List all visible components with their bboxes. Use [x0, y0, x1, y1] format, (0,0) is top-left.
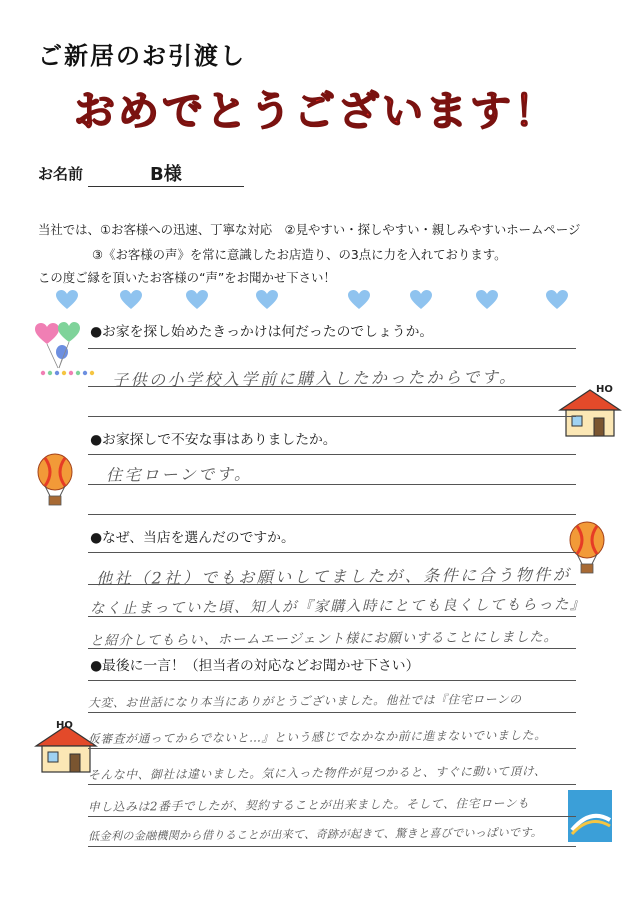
- answer-line: [88, 616, 576, 617]
- heading-title: おめでとうございます！: [74, 87, 558, 135]
- question-4: ●最後に一言！（担当者の対応などお聞かせ下さい）: [90, 658, 420, 674]
- answer-line: [88, 416, 576, 417]
- answer-line: [88, 348, 576, 349]
- house-sign-text: HO: [56, 720, 73, 731]
- dot-row-decoration: [40, 370, 96, 376]
- answer-3-line-3: と紹介してもらい、ホームエージェント様にお願いすることにしました。: [89, 629, 558, 650]
- heart-icon: [256, 290, 278, 310]
- balloons-icon: [34, 320, 86, 372]
- answer-4-line-5: 低金利の金融機関から借りることが出来て、奇跡が起きて、驚きと喜びでいっぱいです。: [87, 826, 543, 843]
- intro-line-2: ③《お客様の声》を常に意識したお店造り、の3点に力を入れております。: [92, 247, 507, 262]
- heart-icon: [410, 290, 432, 310]
- heart-icon: [120, 290, 142, 310]
- house-sign-text: HO: [596, 384, 613, 395]
- question-3: ●なぜ、当店を選んだのですか。: [90, 530, 295, 546]
- hot-air-balloon-icon: [566, 520, 608, 578]
- answer-4-line-1: 大変、お世話になり本当にありがとうございました。他社では『住宅ローンの: [87, 692, 522, 710]
- heart-icon: [56, 290, 78, 310]
- answer-4-line-4: 申し込みは2番手でしたが、契約することが出来ました。そして、住宅ローンも: [87, 796, 530, 814]
- heart-icon: [546, 290, 568, 310]
- answer-1-line-1: 子供の小学校入学前に購入したかったからです。: [111, 367, 518, 390]
- answer-line: [88, 648, 576, 649]
- answer-4-line-3: そんな中、御社は違いました。気に入った物件が見つかると、すぐに動いて頂け、: [87, 764, 547, 782]
- answer-line: [88, 552, 576, 553]
- answer-line: [88, 454, 576, 455]
- intro-line-1: 当社では、①お客様への迅速、丁寧な対応 ②見やすい・探しやすい・親しみやすいホームページ: [38, 222, 581, 237]
- answer-line: [88, 514, 576, 515]
- house-icon: [558, 384, 622, 440]
- answer-line: [88, 816, 576, 817]
- heart-row: [56, 290, 576, 314]
- hot-air-balloon-icon: [34, 452, 76, 510]
- question-2: ●お家探しで不安な事はありましたか。: [90, 432, 337, 448]
- answer-2-line-1: 住宅ローンです。: [105, 464, 253, 485]
- name-value: B様: [150, 164, 182, 185]
- heart-icon: [186, 290, 208, 310]
- name-label: お名前: [38, 165, 84, 183]
- answer-line: [88, 680, 576, 681]
- answer-line: [88, 584, 576, 585]
- answer-line: [88, 386, 576, 387]
- heading-subtitle: ご新居のお引渡し: [38, 42, 246, 70]
- heart-icon: [348, 290, 370, 310]
- answer-3-line-2: なく止まっていた頃、知人が『家購入時にとても良くしてもらった』: [89, 596, 587, 618]
- answer-4-line-2: 仮審査が通ってからでないと…』という感じでなかなか前に進まないでいました。: [87, 727, 547, 747]
- answer-line: [88, 846, 576, 847]
- intro-line-3: この度ご縁を頂いたお客様の“声”をお聞かせ下さい！: [38, 270, 336, 285]
- answer-line: [88, 748, 576, 749]
- answer-3-line-1: 他社（2社）でもお願いしてましたが、条件に合う物件が: [95, 564, 572, 589]
- heart-icon: [476, 290, 498, 310]
- answer-line: [88, 484, 576, 485]
- name-underline: [88, 186, 244, 187]
- answer-line: [88, 784, 576, 785]
- question-1: ●お家を探し始めたきっかけは何だったのでしょうか。: [90, 324, 434, 340]
- answer-line: [88, 712, 576, 713]
